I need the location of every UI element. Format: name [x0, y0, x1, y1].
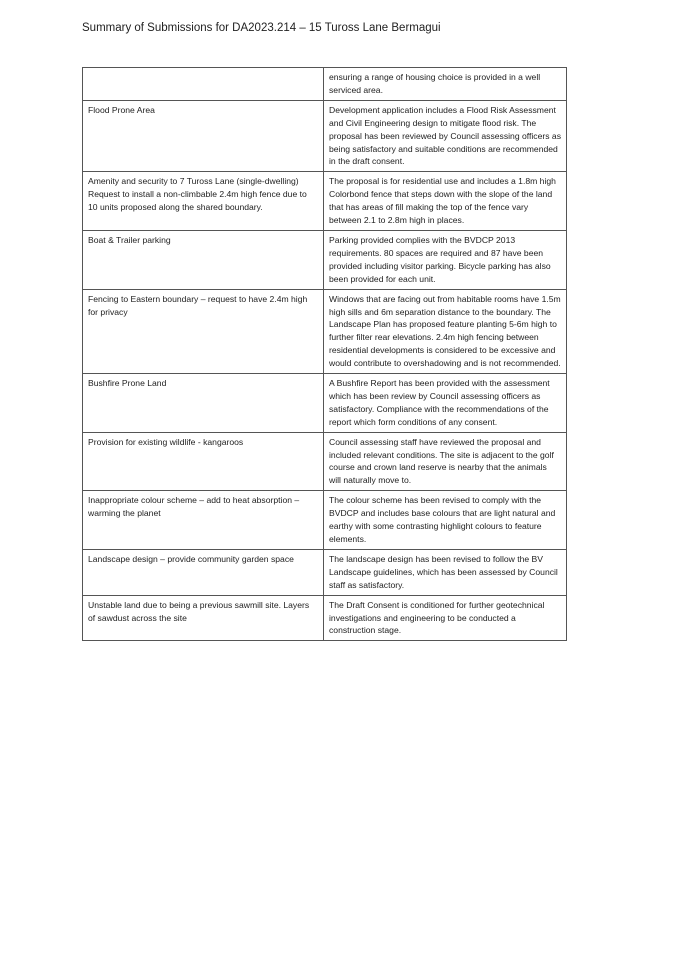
issue-cell: Unstable land due to being a previous sawmill site. Layers of sawdust across the site — [83, 595, 324, 641]
table-row — [83, 549, 567, 595]
response-cell: Parking provided complies with the BVDCP 2013 requirements. 80 spaces are required and 87 have been provided including visitor parking. Bicycle parking has also been provided for each unit. — [324, 230, 567, 289]
response-cell: The proposal is for residential use and includes a 1.8m high Colorbond fence that steps down with the slope of the land that has areas of fill making the top of the fence vary between 2.1 to 2.8m high in places. — [324, 172, 567, 231]
issue-cell: Provision for existing wildlife - kangaroos — [83, 432, 324, 491]
response-cell: The Draft Consent is conditioned for further geotechnical investigations and engineering to be conducted a construction stage. — [324, 595, 567, 641]
table-row — [83, 491, 567, 550]
issue-cell: Amenity and security to 7 Tuross Lane (single-dwelling) Request to install a non-climbable 2.4m high fence due to 10 units proposed along the shared boundary. — [83, 172, 324, 231]
issue-cell: Bushfire Prone Land — [83, 374, 324, 433]
response-cell: The colour scheme has been revised to comply with the BVDCP and includes base colours that are light natural and earthy with some contrasting highlight colours to feature elements. — [324, 491, 567, 550]
response-cell: Windows that are facing out from habitable rooms have 1.5m high sills and 6m separation distance to the boundary. The Landscape Plan has proposed feature planting 5-6m high to further filter rear elevations. 2.4m high fencing between residential developments is considered to be excessive and would contribute to overshadowing and is not recommended. — [324, 289, 567, 373]
table-row — [83, 172, 567, 231]
table-row — [83, 230, 567, 289]
issue-cell: Fencing to Eastern boundary – request to have 2.4m high for privacy — [83, 289, 324, 373]
table-row — [83, 289, 567, 373]
issue-cell — [83, 68, 324, 101]
issue-cell: Inappropriate colour scheme – add to heat absorption – warming the planet — [83, 491, 324, 550]
response-cell: Development application includes a Flood Risk Assessment and Civil Engineering design to mitigate flood risk. The proposal has been reviewed by Council assessing officers as being satisfactory and suitable conditions are recommended in the draft consent. — [324, 100, 567, 172]
response-cell: A Bushfire Report has been provided with the assessment which has been review by Council assessing officers as satisfactory. Compliance with the recommendations of the report which form conditions of any consent. — [324, 374, 567, 433]
response-cell: ensuring a range of housing choice is provided in a well serviced area. — [324, 68, 567, 101]
response-cell: The landscape design has been revised to follow the BV Landscape guidelines, which has been assessed by Council staff as satisfactory. — [324, 549, 567, 595]
table-row — [83, 374, 567, 433]
table-row — [83, 100, 567, 172]
table-row — [83, 595, 567, 641]
issue-cell: Landscape design – provide community garden space — [83, 549, 324, 595]
issue-cell: Flood Prone Area — [83, 100, 324, 172]
table-row — [83, 68, 567, 101]
issue-cell: Boat & Trailer parking — [83, 230, 324, 289]
response-cell: Council assessing staff have reviewed the proposal and included relevant conditions. The site is adjacent to the golf course and crown land reserve is nearby that the animals will naturally move to. — [324, 432, 567, 491]
page-header-title: Summary of Submissions for DA2023.214 – 15 Tuross Lane Bermagui — [82, 22, 441, 34]
submissions-table — [82, 67, 567, 641]
table-row — [83, 432, 567, 491]
